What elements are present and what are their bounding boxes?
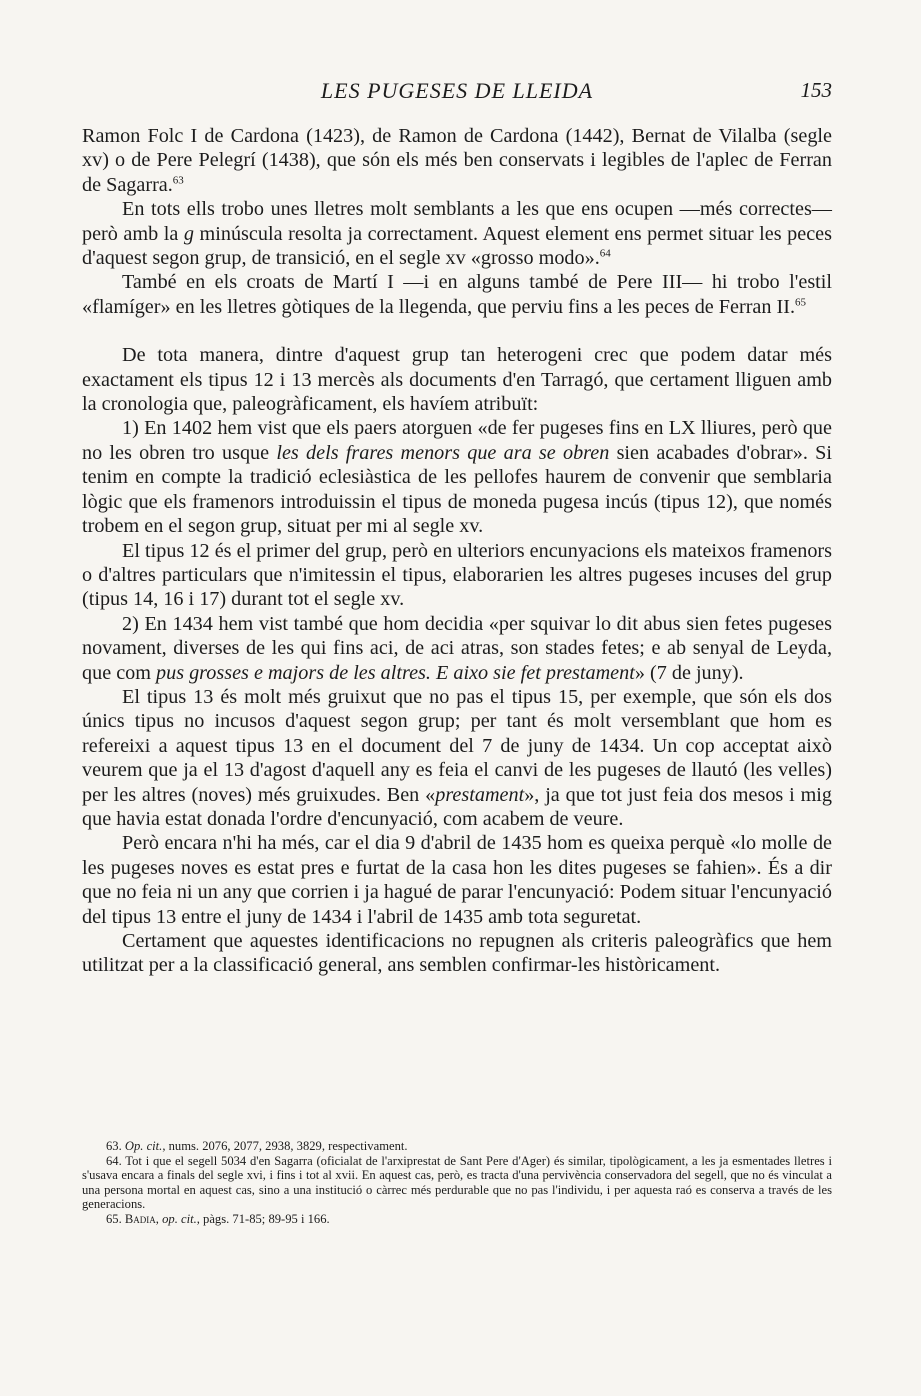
paragraph	[82, 197, 832, 270]
paragraph	[82, 124, 832, 197]
footnote-63	[82, 1139, 832, 1154]
paragraph	[82, 685, 832, 831]
text-run: minúscula resolta ja correctament. Aquest element ens permet situar les peces d'aquest segon grup, de transició, en el segle xv «grosso modo».	[82, 222, 832, 270]
footnote-64	[82, 1154, 832, 1212]
footnotes	[82, 1139, 832, 1227]
text-run: sien acabades d'obrar». Si tenim en compte la tradició eclesiàstica de les pellofes haurem de convenir que semblaria lògic que els framenors introduissin el tipus de moneda pugesa incús (tipus 12), que només trobem en el segon grup, situat per mi al segle xv.	[82, 441, 832, 538]
text-run: 65.	[106, 1211, 125, 1226]
footnote-ref: 63	[172, 174, 184, 187]
italic-text: pus grosses e majors de les altres. E aixo sie fet prestament	[156, 661, 635, 684]
paragraph	[82, 929, 832, 978]
paragraph	[82, 343, 832, 416]
footnote-ref: 65	[795, 296, 807, 309]
paragraph	[82, 612, 832, 685]
body-text	[82, 124, 832, 978]
text-run: Però encara n'hi ha més, car el dia 9 d'abril de 1435 hom es queixa perquè «lo molle de les pugeses noves es estat pres e furtat de la casa hon les dites pugeses se fahien». És a dir que no feia ni un any que corrien i ja hagué de parar l'encunyació: Podem situar l'encunyació del tipus 13 entre el juny de 1434 i l'abril de 1435 amb tota seguretat.	[82, 832, 832, 928]
text-run: , pàgs. 71-85; 89-95 i 166.	[196, 1211, 330, 1226]
author-name: Badia	[124, 1211, 156, 1226]
italic-text: les dels frares menors que ara se obren	[276, 441, 610, 464]
footnote-65	[82, 1212, 832, 1227]
text-run: , nums. 2076, 2077, 2938, 3829, respectivament.	[162, 1139, 408, 1153]
paragraph	[82, 270, 832, 319]
italic-text: Op. cit.	[124, 1139, 163, 1153]
running-title: LES PUGESES DE LLEIDA	[320, 78, 594, 103]
text-run: El tipus 13 és molt més gruixut que no pas el tipus 15, per exemple, que són els dos únics tipus no incusos d'aquest segon grup; per tant és molt versemblant que hom es refereixi a aquest tipus 13 en el document del 7 de juny de 1434. Un cop acceptat això veurem que ja el 13 d'agost d'aquell any es feia el canvi de les pugeses de llautó (les velles) per les altres (noves) més gruixudes. Ben «	[82, 685, 832, 806]
italic-text: prestament	[435, 783, 525, 806]
text-run: 2) En 1434 hem vist també que hom decidia «per squivar lo dit abus sien fetes pugeses novament, diverses de les qui fins aci, de aci atras, son stades fetes; e ab senyal de Leyda, que com	[82, 612, 832, 684]
text-run: », ja que tot just feia dos mesos i mig que havia estat donada l'ordre d'encunyació, com acabem de veure.	[82, 783, 832, 830]
footnote-ref: 64	[599, 247, 611, 260]
text-run: 63.	[106, 1139, 125, 1153]
text-run: Ramon Folc I de Cardona (1423), de Ramon de Cardona (1442), Bernat de Vilalba (segle xv) o de Pere Pelegrí (1438), que són els més ben conservats i legibles de l'aplec de Ferran de Sagarra.	[82, 125, 832, 196]
text-run: El tipus 12 és el primer del grup, però en ulteriors encunyacions els mateixos framenors o d'altres particulars que n'imitessin el tipus, elaborarien les altres pugeses incuses del grup (tipus 14, 16 i 17) durant tot el segle xv.	[82, 539, 832, 611]
text-run: ,	[155, 1211, 163, 1226]
paragraph	[82, 831, 832, 929]
text-run: També en els croats de Martí I —i en alguns també de Pere III— hi trobo l'estil «flamíger» en les lletres gòtiques de la llegenda, que perviu fins a les peces de Ferran II.	[82, 271, 832, 318]
page-header	[82, 78, 832, 114]
text-run: En tots ells trobo unes lletres molt semblants a les que ens ocupen —més correctes— però amb la	[82, 198, 832, 245]
paragraph	[82, 416, 832, 538]
text-run: De tota manera, dintre d'aquest grup tan heterogeni crec que podem datar més exactament els tipus 12 i 13 mercès als documents d'en Tarragó, que certament lliguen amb la cronologia que, paleogràficament, els havíem atribuït:	[82, 344, 832, 416]
text-run: 1) En 1402 hem vist que els paers atorguen «de fer pugeses fins en LX lliures, però que no les obren tro usque	[82, 417, 832, 464]
text-run: » (7 de juny).	[634, 661, 744, 684]
italic-text: g	[183, 222, 194, 245]
text-run: 64. Tot i que el segell 5034 d'en Sagarra (oficialat de l'arxiprestat de Sant Pere d'Ager) és similar, tipològicament, a les ja esmentades lletres i s'usava encara a finals del segle xvi, i fins i tot al xvii. En aquest cas, però, es tracta d'una pervivència conservadora del segell, que no és vinculat a una persona mortal en aquest cas, sino a una institució o càrrec més perdurable que no pas l'individu, i per aquesta raó es conserva a través de les generacions.	[82, 1153, 832, 1212]
paragraph	[82, 539, 832, 612]
italic-text: op. cit.	[162, 1211, 197, 1226]
text-run: Certament que aquestes identificacions no repugnen als criteris paleogràfics que hem utilitzat per a la classificació general, ans semblen confirmar-les històricament.	[82, 930, 832, 977]
page-number: 153	[800, 78, 832, 102]
